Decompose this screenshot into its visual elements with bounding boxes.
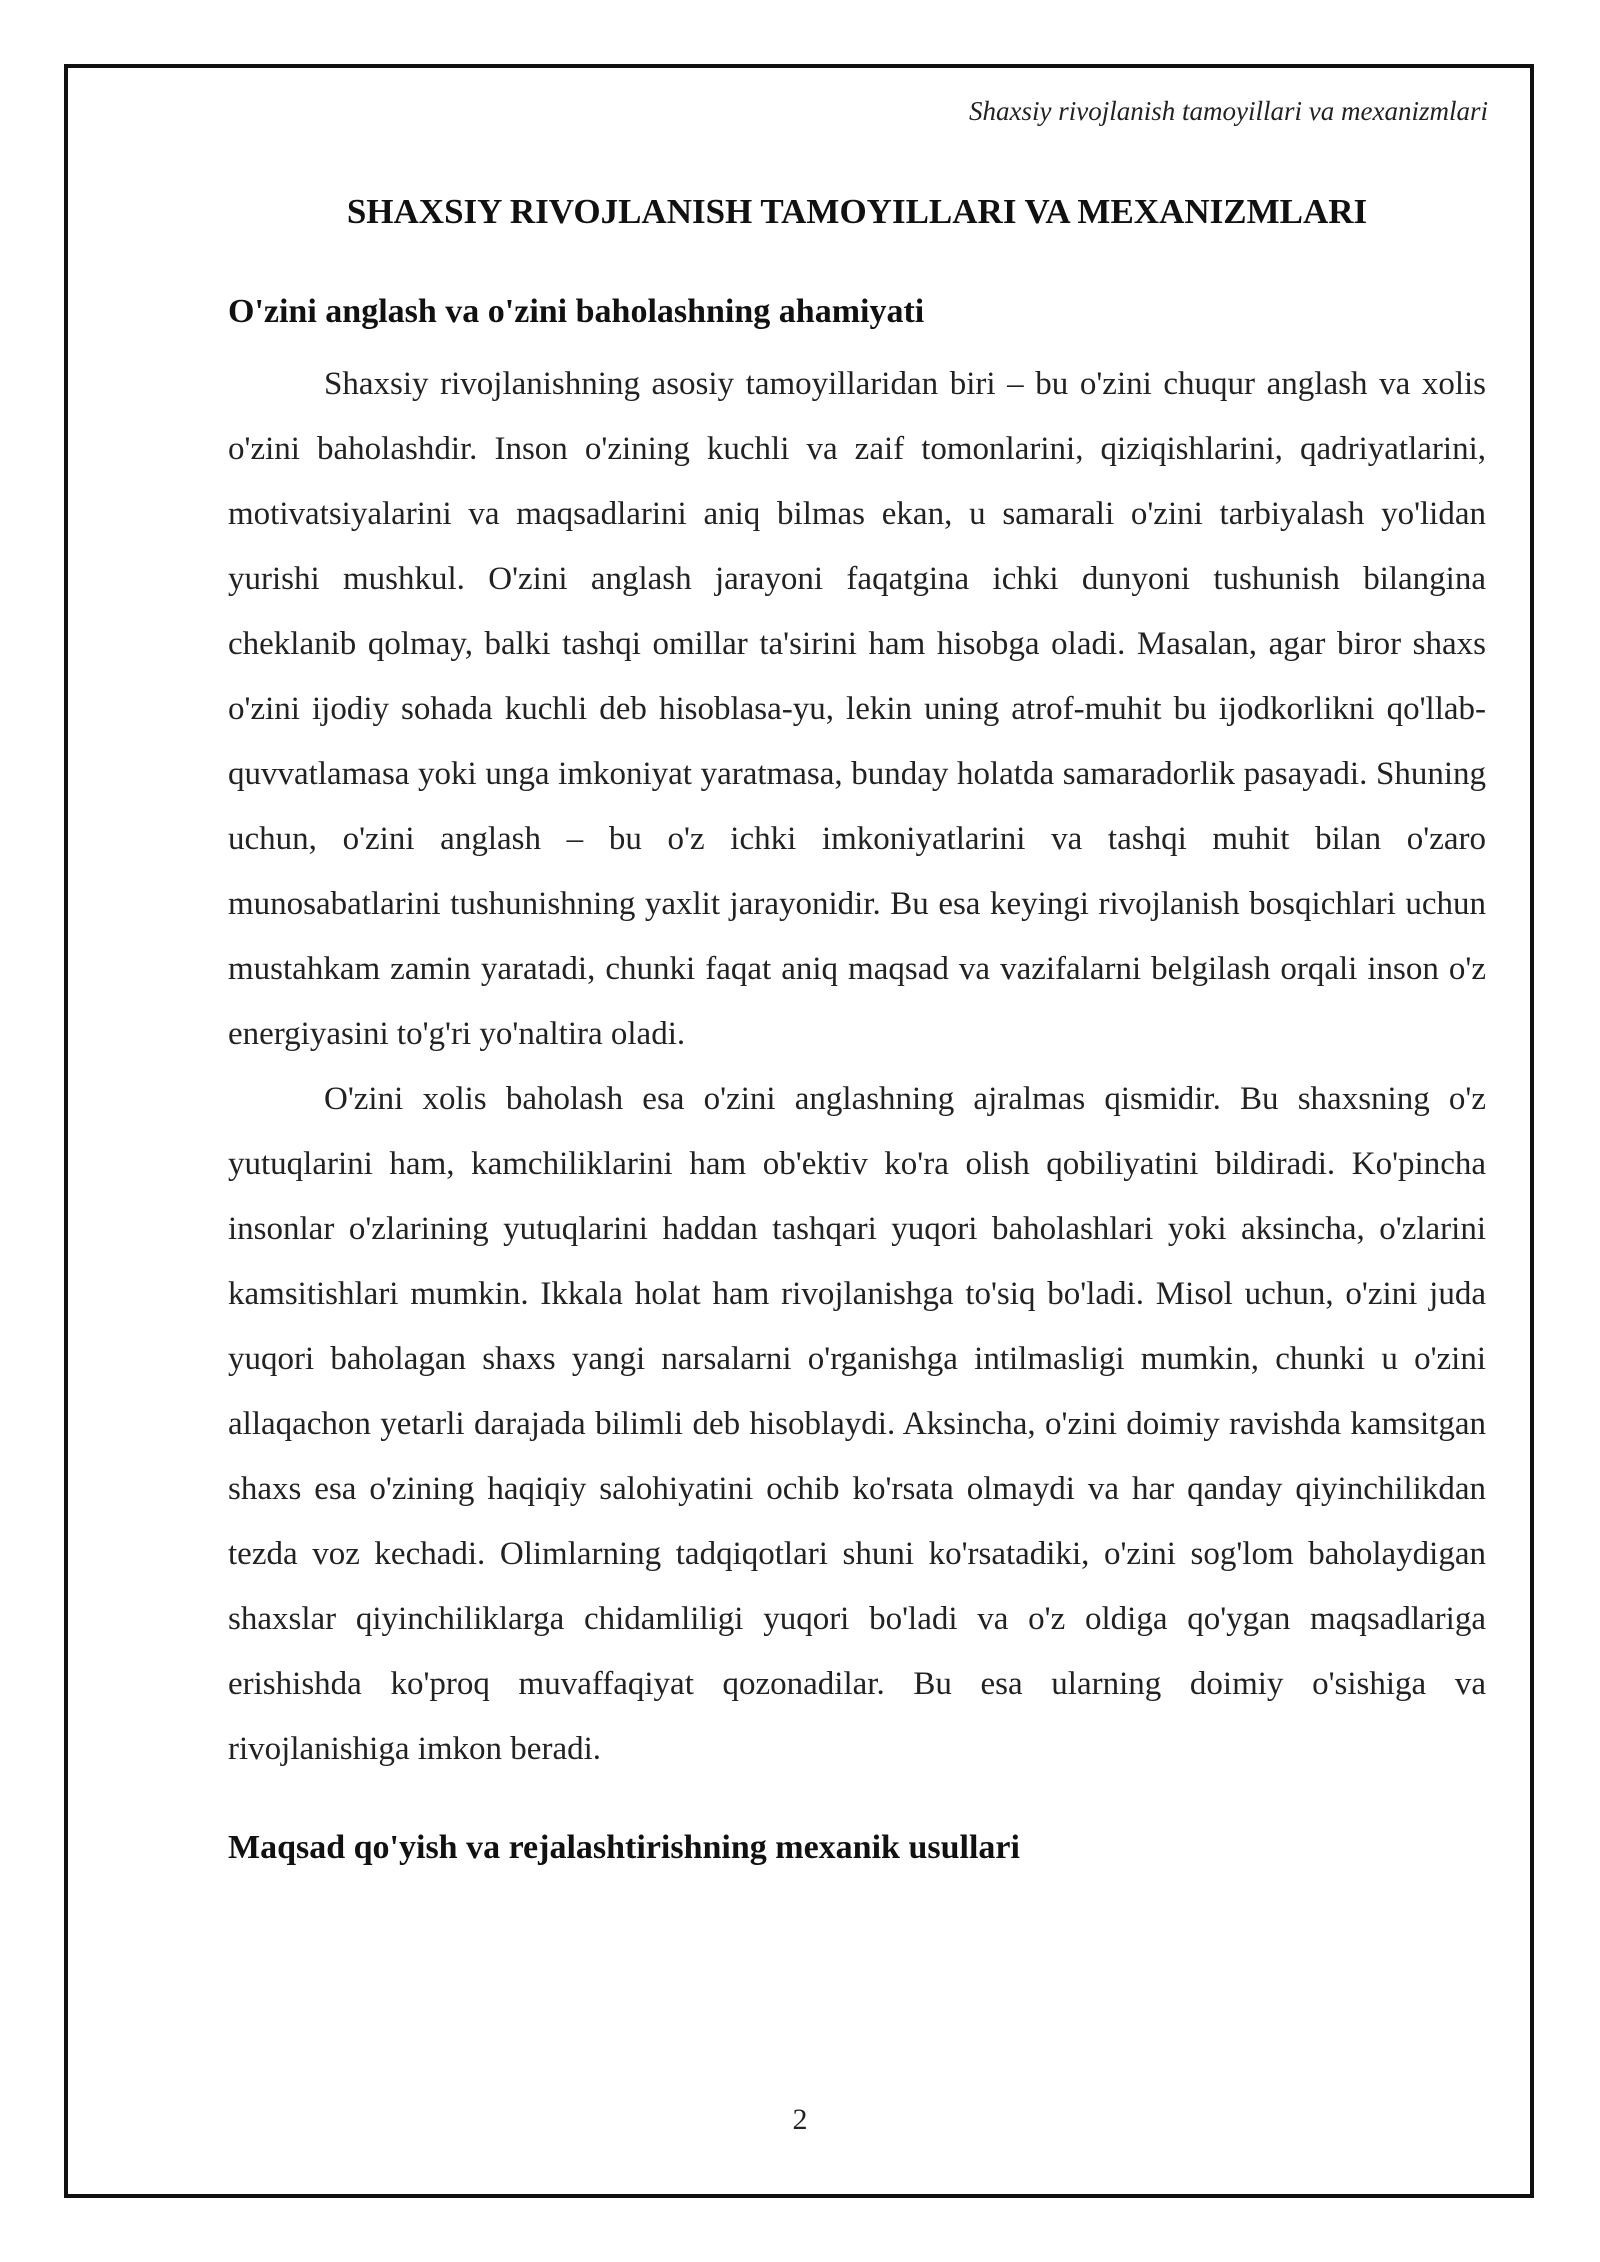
section-heading: O'zini anglash va o'zini baholashning ahamiyati — [228, 293, 925, 330]
body-paragraph: O'zini xolis baholash esa o'zini anglashning ajralmas qismidir. Bu shaxsning o'z yutuqlarini ham, kamchiliklarini ham ob'ektiv ko'ra olish qobiliyatini bildiradi. Ko'pincha insonlar o'zlarining yutuqlarini haddan tashqari yuqori baholashlari yoki aksincha, o'zlarini kamsitishlari mumkin. Ikkala holat ham rivojlanishga to'siq bo'ladi. Misol uchun, o'zini juda yuqori baholagan shaxs yangi narsalarni o'rganishga intilmasligi mumkin, chunki u o'zini allaqachon yetarli darajada bilimli deb hisoblaydi. Aksincha, o'zini doimiy ravishda kamsitgan shaxs esa o'zining haqiqiy salohiyatini ochib ko'rsata olmaydi va har qanday qiyinchilikdan tezda voz kechadi. Olimlarning tadqiqotlari shuni ko'rsatadiki, o'zini sog'lom baholaydigan shaxslar qiyinchiliklarga chidamliligi yuqori bo'ladi va o'z oldiga qo'ygan maqsadlariga erishishda ko'proq muvaffaqiyat qozonadilar. Bu esa ularning doimiy o'sishiga va rivojlanishiga imkon beradi. — [228, 1081, 1486, 1767]
body-paragraph: Shaxsiy rivojlanishning asosiy tamoyillaridan biri – bu o'zini chuqur anglash va xolis o'zini baholashdir. Inson o'zining kuchli va zaif tomonlarini, qiziqishlarini, qadriyatlarini, motivatsiyalarini va maqsadlarini aniq bilmas ekan, u samarali o'zini tarbiyalash yo'lidan yurishi mushkul. O'zini anglash jarayoni faqatgina ichki dunyoni tushunish bilangina cheklanib qolmay, balki tashqi omillar ta'sirini ham hisobga oladi. Masalan, agar biror shaxs o'zini ijodiy sohada kuchli deb hisoblasa-yu, lekin uning atrof-muhit bu ijodkorlikni qo'llab-quvvatlamasa yoki unga imkoniyat yaratmasa, bunday holatda samaradorlik pasayadi. Shuning uchun, o'zini anglash – bu o'z ichki imkoniyatlarini va tashqi muhit bilan o'zaro munosabatlarini tushunishning yaxlit jarayonidir. Bu esa keyingi rivojlanish bosqichlari uchun mustahkam zamin yaratadi, chunki faqat aniq maqsad va vazifalarni belgilash orqali inson o'z energiyasini to'g'ri yo'naltira oladi. — [228, 366, 1486, 1052]
document-title: SHAXSIY RIVOJLANISH TAMOYILLARI VA MEXANIZMLARI — [346, 192, 1368, 231]
document-body — [228, 290, 1486, 1870]
section-heading: Maqsad qo'yish va rejalashtirishning mexanik usullari — [228, 1829, 1020, 1866]
running-header: Shaxsiy rivojlanish tamoyillari va mexanizmlari — [969, 96, 1488, 126]
page-number: 2 — [792, 2103, 808, 2136]
